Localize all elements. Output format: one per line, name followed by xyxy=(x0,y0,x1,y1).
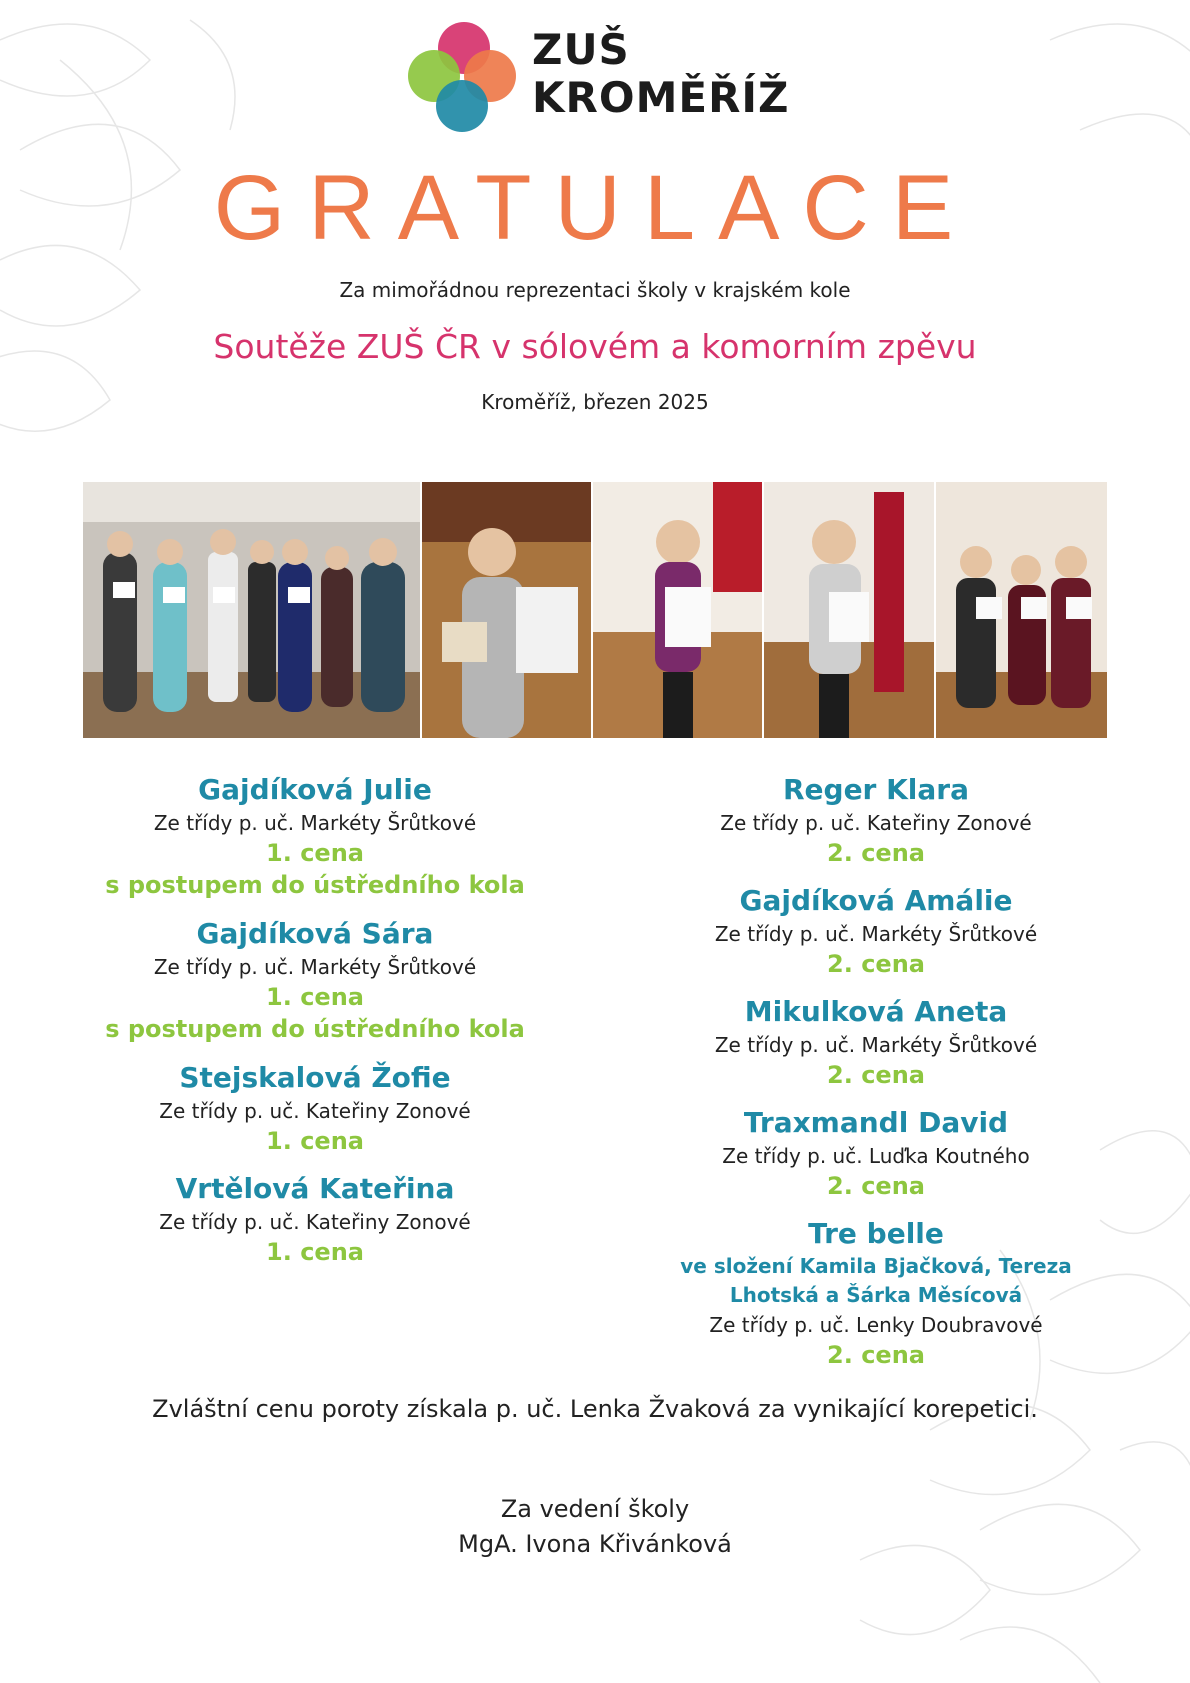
teacher: Ze třídy p. uč. Kateřiny Zonové xyxy=(159,1210,471,1234)
logo-text xyxy=(532,26,790,122)
prize: 2. cena xyxy=(827,1061,925,1089)
logo-line2: KROMĚŘÍŽ xyxy=(532,73,790,122)
signature-line1: Za vedení školy xyxy=(500,1495,690,1523)
student-name: Gajdíková Amálie xyxy=(739,884,1013,917)
result-entry xyxy=(646,883,1106,980)
result-entry xyxy=(646,994,1106,1091)
prize-note: s postupem do ústředního kola xyxy=(105,1015,525,1043)
school-logo xyxy=(402,20,792,138)
result-entry xyxy=(646,772,1106,869)
result-entry xyxy=(80,1171,550,1268)
result-entry xyxy=(646,1216,1106,1371)
ensemble-members: ve složení Kamila Bjačková, Tereza xyxy=(680,1254,1072,1278)
competition-name: Soutěže ZUŠ ČR v sólovém a komorním zpěvu xyxy=(213,327,977,366)
prize: 2. cena xyxy=(827,1341,925,1369)
result-entry xyxy=(80,916,550,1046)
teacher: Ze třídy p. uč. Kateřiny Zonové xyxy=(159,1099,471,1123)
prize: 1. cena xyxy=(266,983,364,1011)
prize: 1. cena xyxy=(266,1127,364,1155)
signature-line2: MgA. Ivona Křivánková xyxy=(458,1530,732,1558)
student-name: Gajdíková Julie xyxy=(198,773,432,806)
prize-note: s postupem do ústředního kola xyxy=(105,871,525,899)
prize: 2. cena xyxy=(827,1172,925,1200)
photo-girl-1 xyxy=(422,482,593,738)
photo-trio xyxy=(936,482,1107,738)
student-name: Gajdíková Sára xyxy=(196,917,434,950)
flower-logo-icon xyxy=(402,20,522,138)
ensemble-members: Lhotská a Šárka Měsícová xyxy=(729,1283,1023,1307)
result-entry xyxy=(646,1105,1106,1202)
result-entry xyxy=(80,1060,550,1157)
photo-strip xyxy=(83,482,1107,738)
teacher: Ze třídy p. uč. Markéty Šrůtkové xyxy=(714,922,1038,946)
prize: 2. cena xyxy=(827,950,925,978)
teacher: Ze třídy p. uč. Luďka Koutného xyxy=(722,1144,1030,1168)
photo-group xyxy=(83,482,422,738)
photo-girl-3 xyxy=(764,482,935,738)
photo-girl-2 xyxy=(593,482,764,738)
results-right xyxy=(646,772,1106,1385)
special-prize: Zvláštní cenu poroty získala p. uč. Lenka Žvaková za vynikající korepetici. xyxy=(152,1395,1038,1423)
page-title: GRATULACE xyxy=(213,157,977,259)
teacher: Ze třídy p. uč. Lenky Doubravové xyxy=(709,1313,1043,1337)
prize: 1. cena xyxy=(266,1238,364,1266)
student-name: Mikulková Aneta xyxy=(744,995,1008,1028)
student-name: Reger Klara xyxy=(782,773,970,806)
ensemble-name: Tre belle xyxy=(808,1217,944,1250)
student-name: Vrtělová Kateřina xyxy=(175,1172,455,1205)
teacher: Ze třídy p. uč. Markéty Šrůtkové xyxy=(714,1033,1038,1057)
results-left xyxy=(80,772,550,1282)
student-name: Stejskalová Žofie xyxy=(179,1061,451,1094)
logo-line1: ZUŠ xyxy=(532,25,630,74)
student-name: Traxmandl David xyxy=(743,1106,1009,1139)
place-date: Kroměříž, březen 2025 xyxy=(481,390,709,414)
prize: 1. cena xyxy=(266,839,364,867)
teacher: Ze třídy p. uč. Markéty Šrůtkové xyxy=(153,811,477,835)
teacher: Ze třídy p. uč. Kateřiny Zonové xyxy=(720,811,1032,835)
teacher: Ze třídy p. uč. Markéty Šrůtkové xyxy=(153,955,477,979)
prize: 2. cena xyxy=(827,839,925,867)
result-entry xyxy=(80,772,550,902)
subtitle: Za mimořádnou reprezentaci školy v krajském kole xyxy=(339,278,851,302)
